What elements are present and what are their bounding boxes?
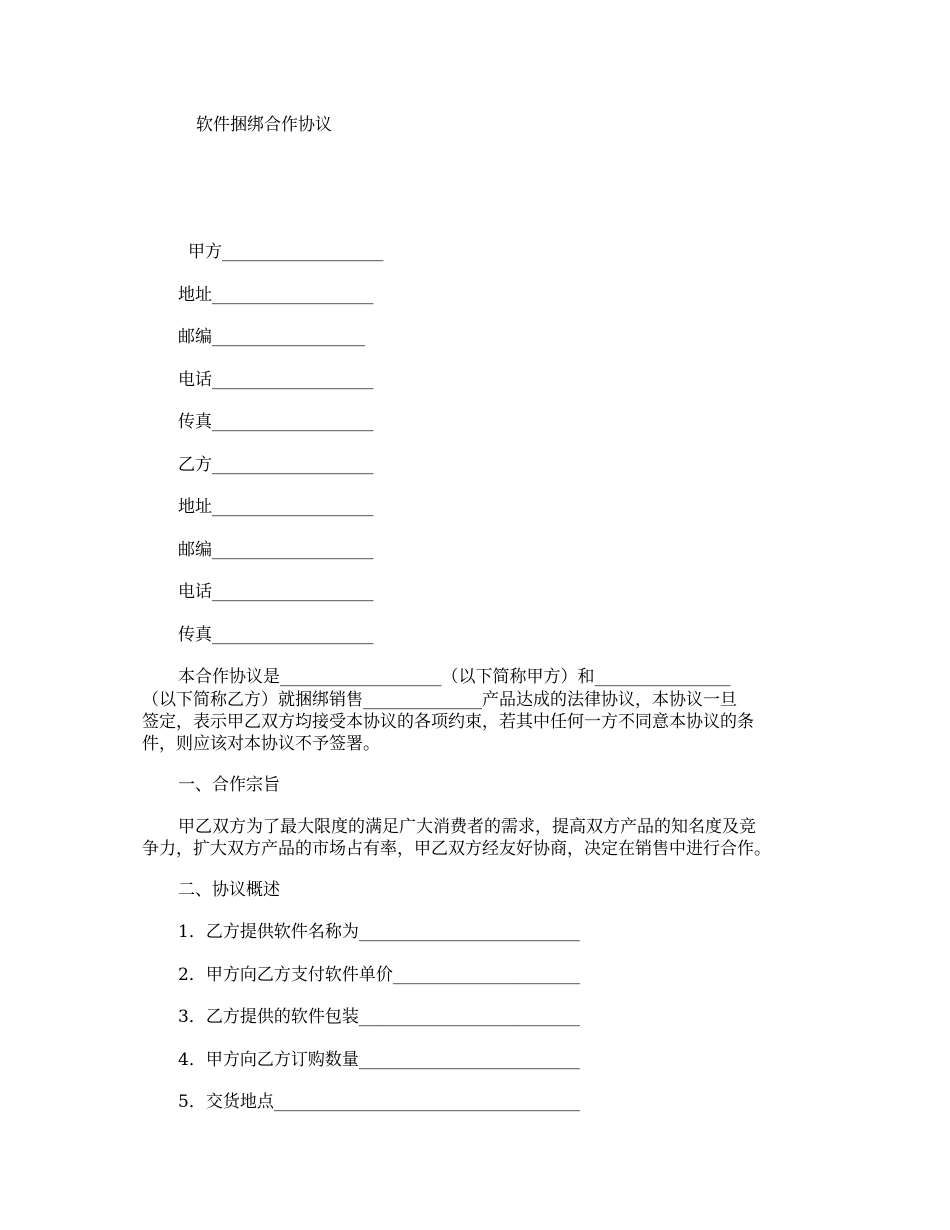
party-b-postcode-field: 邮编___________________: [178, 540, 374, 560]
party-a-postcode-field: 邮编__________________: [178, 327, 365, 347]
document-title: 软件捆绑合作协议: [196, 115, 332, 135]
overview-item-software-name: 1．乙方提供软件名称为__________________________: [178, 922, 580, 942]
party-a-phone-field: 电话___________________: [178, 370, 374, 390]
overview-item-packaging: 3．乙方提供的软件包装__________________________: [178, 1007, 580, 1027]
party-b-address-field: 地址___________________: [178, 497, 374, 517]
party-a-name-field: 甲方___________________: [188, 242, 384, 262]
overview-item-order-quantity: 4．甲方向乙方订购数量__________________________: [178, 1050, 580, 1070]
overview-item-unit-price: 2．甲方向乙方支付软件单价______________________: [178, 965, 580, 985]
party-b-name-field: 乙方___________________: [178, 455, 374, 475]
intro-paragraph-line: （以下简称乙方）就捆绑销售______________产品达成的法律协议，本协议一旦: [142, 690, 737, 710]
intro-paragraph-line: 签定，表示甲乙双方均接受本协议的各项约束，若其中任何一方不同意本协议的条: [142, 712, 754, 732]
section-heading-purpose: 一、合作宗旨: [178, 775, 280, 795]
party-a-address-field: 地址___________________: [178, 285, 374, 305]
intro-paragraph-line: 件，则应该对本协议不予签署。: [142, 734, 380, 754]
party-b-fax-field: 传真___________________: [178, 625, 374, 645]
party-a-fax-field: 传真___________________: [178, 412, 374, 432]
section-heading-overview: 二、协议概述: [178, 880, 280, 900]
overview-item-delivery-location: 5．交货地点____________________________________: [178, 1092, 580, 1112]
purpose-paragraph-line: 甲乙双方为了最大限度的满足广大消费者的需求，提高双方产品的知名度及竞: [178, 817, 756, 837]
purpose-paragraph-line: 争力，扩大双方产品的市场占有率，甲乙双方经友好协商，决定在销售中进行合作。: [142, 839, 771, 859]
party-b-phone-field: 电话___________________: [178, 582, 374, 602]
intro-paragraph-line: 本合作协议是___________________（以下简称甲方）和________________: [178, 667, 731, 687]
